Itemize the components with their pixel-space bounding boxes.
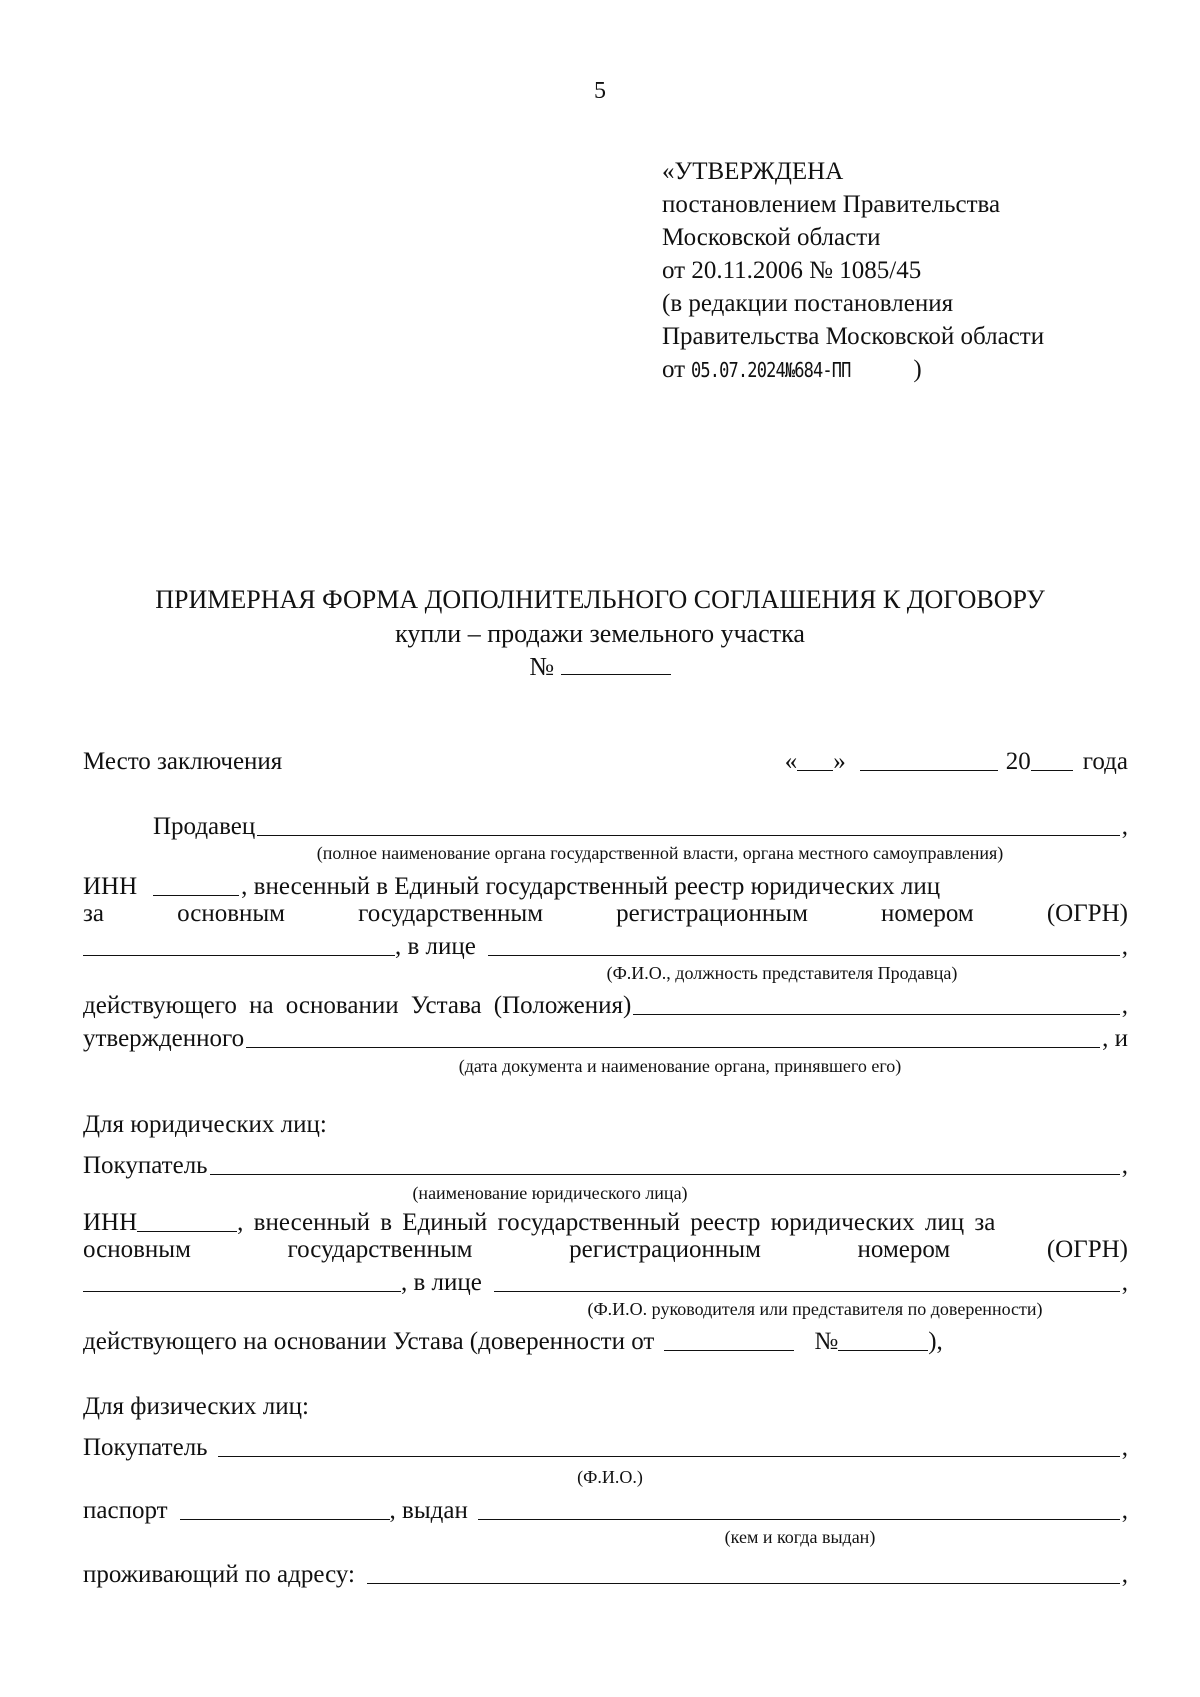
approval-line: Правительства Московской области <box>662 323 1045 350</box>
seller-charter-blank[interactable] <box>633 992 1119 1015</box>
day-blank[interactable] <box>797 748 833 771</box>
inn-label: ИНН <box>83 1209 138 1236</box>
individual-buyer-name-blank[interactable] <box>218 1434 1120 1457</box>
inn-label: ИНН <box>83 873 138 900</box>
comma: , <box>1121 1152 1128 1179</box>
legal-inn-blank[interactable] <box>137 1209 237 1232</box>
seller-ogrn-blank[interactable] <box>83 933 395 956</box>
seller-person-row <box>83 927 1128 961</box>
buyer-label: Покупатель <box>83 1434 208 1461</box>
comma: , <box>1121 1497 1128 1524</box>
date-quote-close: » <box>833 748 846 775</box>
legal-buyer-name-blank[interactable] <box>210 1152 1120 1175</box>
ogrn-word: номером <box>857 1236 951 1263</box>
seller-acting-row <box>83 986 1128 1020</box>
ogrn-word: (ОГРН) <box>1046 900 1128 927</box>
agreement-number-blank[interactable] <box>561 652 671 675</box>
seller-name-blank[interactable] <box>257 813 1119 836</box>
seller-row <box>153 807 1128 841</box>
seller-label: Продавец <box>153 813 256 840</box>
legal-ogrn-blank[interactable] <box>83 1269 401 1292</box>
seller-inn-rest: , внесенный в Единый государственный реестр юридических лиц <box>241 873 941 900</box>
approved-label: утвержденного <box>83 1025 245 1052</box>
comma: , <box>1121 1434 1128 1461</box>
close-paren: ), <box>928 1328 943 1355</box>
approval-line-date <box>662 353 1044 387</box>
residing-label: проживающий по адресу: <box>83 1561 355 1588</box>
address-row <box>83 1555 1128 1589</box>
legal-buyer-caption: (наименование юридического лица) <box>412 1183 688 1203</box>
comma: , <box>1121 813 1128 840</box>
approval-line: постановлением Правительства <box>662 191 1001 218</box>
in-person-label: , в лице <box>401 1269 482 1296</box>
ogrn-word: за <box>83 900 104 927</box>
comma: , <box>1121 992 1128 1019</box>
legal-representative-blank[interactable] <box>494 1269 1120 1292</box>
approval-block <box>662 155 1044 387</box>
passport-number-blank[interactable] <box>180 1497 390 1520</box>
approval-line: (в редакции постановления <box>662 290 954 317</box>
in-person-label: , в лице <box>395 933 476 960</box>
legal-entities-heading: Для юридических лиц: <box>83 1111 327 1138</box>
and-label: , и <box>1102 1025 1128 1052</box>
legal-inn-row <box>83 1203 1128 1237</box>
handwritten-decree-number: 05.07.2024№684-ПП <box>691 358 851 382</box>
address-blank[interactable] <box>367 1561 1120 1584</box>
month-blank[interactable] <box>860 748 998 771</box>
agreement-number <box>0 652 1200 682</box>
legal-person-row <box>83 1263 1128 1297</box>
seller-caption: (полное наименование органа государственной власти, органа местного самоуправления) <box>316 843 1004 863</box>
issued-label: , выдан <box>389 1497 468 1524</box>
approved-caption: (дата документа и наименование органа, принявшего его) <box>458 1056 902 1076</box>
date-quote-open: « <box>784 748 798 775</box>
document-title: ПРИМЕРНАЯ ФОРМА ДОПОЛНИТЕЛЬНОГО СОГЛАШЕНИЯ К ДОГОВОРУ <box>155 585 1045 614</box>
seller-inn-blank[interactable] <box>153 873 239 896</box>
acting-label: действующего на основании Устава (Положения) <box>83 992 632 1019</box>
year-suffix: года <box>1082 748 1128 775</box>
ogrn-word: (ОГРН) <box>1046 1236 1128 1263</box>
approval-line: от 20.11.2006 № 1085/45 <box>662 257 922 284</box>
number-label: № <box>814 1328 839 1355</box>
place-label: Место заключения <box>83 748 283 775</box>
individuals-heading: Для физических лиц: <box>83 1393 309 1420</box>
approval-date-prefix: от <box>662 356 686 383</box>
legal-buyer-row <box>83 1146 1128 1180</box>
buyer-label: Покупатель <box>83 1152 208 1179</box>
comma: , <box>1121 1269 1128 1296</box>
passport-label: паспорт <box>83 1497 168 1524</box>
seller-ogrn-row <box>83 900 1128 928</box>
approval-line: Московской области <box>662 224 881 251</box>
approval-date-suffix: ) <box>913 356 922 383</box>
ogrn-word: государственным <box>287 1236 473 1263</box>
seller-representative-blank[interactable] <box>488 933 1120 956</box>
ogrn-word: регистрационным <box>569 1236 761 1263</box>
legal-inn-rest: , внесенный в Единый государственный реестр юридических лиц за <box>237 1209 996 1236</box>
ogrn-word: государственным <box>358 900 544 927</box>
ogrn-word: основным <box>83 1236 191 1263</box>
ogrn-word: регистрационным <box>616 900 808 927</box>
page-number: 5 <box>594 78 606 104</box>
legal-ogrn-row <box>83 1236 1128 1264</box>
seller-inn-text <box>241 873 1128 901</box>
ogrn-word: основным <box>177 900 285 927</box>
seller-approved-row <box>83 1019 1128 1053</box>
comma: , <box>1121 1561 1128 1588</box>
seller-approved-blank[interactable] <box>246 1025 1100 1048</box>
document-subtitle: купли – продажи земельного участка <box>395 619 805 648</box>
individual-buyer-caption: (Ф.И.О.) <box>577 1467 643 1487</box>
ogrn-word: номером <box>881 900 974 927</box>
passport-row <box>83 1491 1128 1525</box>
power-of-attorney-number-blank[interactable] <box>838 1328 928 1351</box>
year-prefix: 20 <box>1005 748 1031 775</box>
place-date-row <box>83 742 1128 776</box>
year-blank[interactable] <box>1031 748 1073 771</box>
comma: , <box>1121 933 1128 960</box>
seller-inn-row <box>83 867 1128 901</box>
legal-representative-caption: (Ф.И.О. руководителя или представителя по доверенности) <box>587 1299 1043 1319</box>
passport-caption: (кем и когда выдан) <box>724 1527 876 1547</box>
individual-buyer-row <box>83 1428 1128 1462</box>
passport-issued-blank[interactable] <box>478 1497 1120 1520</box>
legal-acting-row <box>83 1322 1128 1356</box>
number-label: № <box>529 652 555 681</box>
legal-acting-label: действующего на основании Устава (доверенности от <box>83 1328 655 1355</box>
power-of-attorney-date-blank[interactable] <box>664 1328 794 1351</box>
seller-representative-caption: (Ф.И.О., должность представителя Продавца) <box>606 963 958 983</box>
approval-line: «УТВЕРЖДЕНА <box>662 158 844 185</box>
